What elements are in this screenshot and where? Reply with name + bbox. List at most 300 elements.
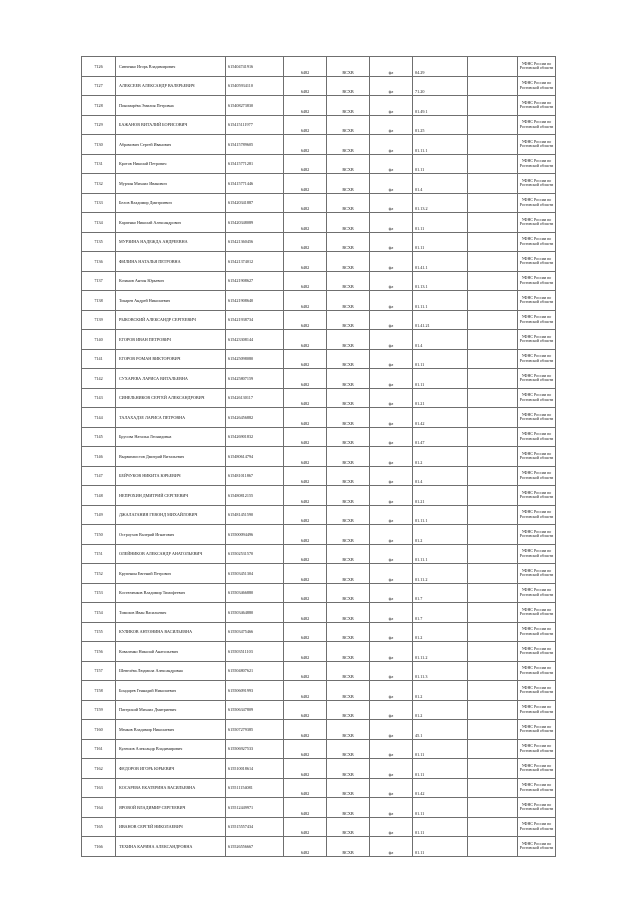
empty-cell <box>468 544 518 564</box>
activity-code: 01.11 <box>413 739 468 759</box>
row-number: 7155 <box>82 622 116 642</box>
row-number: 7138 <box>82 291 116 311</box>
standard-code: ВСХВ <box>327 642 370 662</box>
empty-cell <box>468 291 518 311</box>
row-number: 7127 <box>82 76 116 96</box>
taxpayer-inn: 615510018614 <box>226 759 284 779</box>
standard-code: ВСХВ <box>327 174 370 194</box>
row-number: 7140 <box>82 330 116 350</box>
taxpayer-category: фл <box>370 76 413 96</box>
activity-code: 01.11 <box>413 759 468 779</box>
taxpayer-name: Кротов Николай Петрович <box>116 154 226 174</box>
taxpayer-category: фл <box>370 193 413 213</box>
registry-table <box>81 56 556 857</box>
table-row <box>82 505 556 525</box>
activity-code: 01.4 <box>413 330 468 350</box>
tax-authority-code: 6482 <box>284 622 327 642</box>
issuing-authority: УФНС России по Ростовской области <box>518 447 556 467</box>
tax-authority-code: 6482 <box>284 564 327 584</box>
taxpayer-category: фл <box>370 642 413 662</box>
registry-body <box>82 57 556 857</box>
taxpayer-name: Мурзин Михаил Иванович <box>116 174 226 194</box>
issuing-authority: УФНС России по Ростовской области <box>518 252 556 272</box>
taxpayer-name: ЕГОРОВ РОМАН ВИКТОРОВИЧ <box>116 349 226 369</box>
tax-authority-code: 6482 <box>284 486 327 506</box>
empty-cell <box>468 525 518 545</box>
issuing-authority: УФНС России по Ростовской области <box>518 57 556 77</box>
taxpayer-name: СИНЕЛЬНИКОВ СЕРГЕЙ АЛЕКСАНДРОВИЧ <box>116 388 226 408</box>
empty-cell <box>468 603 518 623</box>
activity-code: 01.41.21 <box>413 310 468 330</box>
activity-code: 01.11 <box>413 154 468 174</box>
row-number: 7150 <box>82 525 116 545</box>
tax-authority-code: 6482 <box>284 544 327 564</box>
taxpayer-category: фл <box>370 564 413 584</box>
empty-cell <box>468 642 518 662</box>
standard-code: ВСХВ <box>327 213 370 233</box>
table-row <box>82 310 556 330</box>
activity-code: 01.11 <box>413 817 468 837</box>
taxpayer-name: Шевелёва Людмила Александровна <box>116 661 226 681</box>
activity-code: 01.47 <box>413 427 468 447</box>
row-number: 7165 <box>82 817 116 837</box>
issuing-authority: УФНС России по Ростовской области <box>518 427 556 447</box>
standard-code: ВСХВ <box>327 252 370 272</box>
taxpayer-category: фл <box>370 798 413 818</box>
tax-authority-code: 6482 <box>284 213 327 233</box>
standard-code: ВСХВ <box>327 115 370 135</box>
activity-code: 01.11.3 <box>413 661 468 681</box>
tax-authority-code: 6482 <box>284 408 327 428</box>
standard-code: ВСХВ <box>327 603 370 623</box>
taxpayer-category: фл <box>370 154 413 174</box>
empty-cell <box>468 778 518 798</box>
empty-cell <box>468 252 518 272</box>
empty-cell <box>468 427 518 447</box>
row-number: 7151 <box>82 544 116 564</box>
taxpayer-inn: 615415111977 <box>226 115 284 135</box>
taxpayer-inn: 615503451304 <box>226 564 284 584</box>
empty-cell <box>468 330 518 350</box>
table-row <box>82 837 556 857</box>
taxpayer-category: фл <box>370 759 413 779</box>
issuing-authority: УФНС России по Ростовской области <box>518 466 556 486</box>
row-number: 7153 <box>82 583 116 603</box>
tax-authority-code: 6482 <box>284 837 327 857</box>
row-number: 7133 <box>82 193 116 213</box>
taxpayer-name: Менков Владимир Николаевич <box>116 720 226 740</box>
standard-code: ВСХВ <box>327 544 370 564</box>
taxpayer-category: фл <box>370 544 413 564</box>
standard-code: ВСХВ <box>327 193 370 213</box>
issuing-authority: УФНС России по Ростовской области <box>518 271 556 291</box>
taxpayer-category: фл <box>370 622 413 642</box>
taxpayer-inn: 615512449971 <box>226 798 284 818</box>
taxpayer-name: НЕПРОХИН ДМИТРИЙ СЕРГЕЕВИЧ <box>116 486 226 506</box>
empty-cell <box>468 115 518 135</box>
empty-cell <box>468 57 518 77</box>
standard-code: ВСХВ <box>327 798 370 818</box>
activity-code: 01.13.2 <box>413 193 468 213</box>
taxpayer-category: фл <box>370 778 413 798</box>
empty-cell <box>468 798 518 818</box>
taxpayer-category: фл <box>370 408 413 428</box>
empty-cell <box>468 759 518 779</box>
taxpayer-category: фл <box>370 817 413 837</box>
standard-code: ВСХВ <box>327 135 370 155</box>
taxpayer-inn: 615426901832 <box>226 427 284 447</box>
taxpayer-name: ЯРОВОЙ ВЛАДИМИР СЕРГЕЕВИЧ <box>116 798 226 818</box>
row-number: 7132 <box>82 174 116 194</box>
taxpayer-category: фл <box>370 330 413 350</box>
taxpayer-name: Патерский Михаил Дмитриевич <box>116 700 226 720</box>
tax-authority-code: 6482 <box>284 96 327 116</box>
empty-cell <box>468 583 518 603</box>
row-number: 7143 <box>82 388 116 408</box>
table-row <box>82 369 556 389</box>
tax-authority-code: 6482 <box>284 720 327 740</box>
activity-code: 01.7 <box>413 583 468 603</box>
standard-code: ВСХВ <box>327 661 370 681</box>
tax-authority-code: 6482 <box>284 115 327 135</box>
taxpayer-inn: 615506091993 <box>226 681 284 701</box>
issuing-authority: УФНС России по Ростовской области <box>518 837 556 857</box>
empty-cell <box>468 369 518 389</box>
empty-cell <box>468 174 518 194</box>
taxpayer-category: фл <box>370 661 413 681</box>
taxpayer-category: фл <box>370 135 413 155</box>
taxpayer-inn: 615423308144 <box>226 330 284 350</box>
taxpayer-name: ЕГОРОВ ИВАН ПЕТРОВИЧ <box>116 330 226 350</box>
empty-cell <box>468 466 518 486</box>
row-number: 7159 <box>82 700 116 720</box>
standard-code: ВСХВ <box>327 232 370 252</box>
row-number: 7135 <box>82 232 116 252</box>
row-number: 7161 <box>82 739 116 759</box>
taxpayer-category: фл <box>370 252 413 272</box>
row-number: 7131 <box>82 154 116 174</box>
activity-code: 01.11.2 <box>413 564 468 584</box>
taxpayer-name: БЕЙЧУКОВ НИКИТА ЮРЬЕВИЧ <box>116 466 226 486</box>
tax-authority-code: 6482 <box>284 817 327 837</box>
taxpayer-inn: 615480614794 <box>226 447 284 467</box>
standard-code: ВСХВ <box>327 369 370 389</box>
row-number: 7146 <box>82 447 116 467</box>
table-row <box>82 232 556 252</box>
taxpayer-inn: 615506347809 <box>226 700 284 720</box>
taxpayer-category: фл <box>370 505 413 525</box>
empty-cell <box>468 681 518 701</box>
standard-code: ВСХВ <box>327 525 370 545</box>
taxpayer-inn: 615421908627 <box>226 271 284 291</box>
issuing-authority: УФНС России по Ростовской области <box>518 76 556 96</box>
activity-code: 01.4 <box>413 466 468 486</box>
table-row <box>82 817 556 837</box>
table-row <box>82 525 556 545</box>
row-number: 7134 <box>82 213 116 233</box>
table-row <box>82 193 556 213</box>
taxpayer-inn: 615526556667 <box>226 837 284 857</box>
tax-authority-code: 6482 <box>284 57 327 77</box>
taxpayer-name: АЛЕКСЕЕВ АЛЕКСАНДР ВАЛЕРЬЕВИЧ <box>116 76 226 96</box>
taxpayer-name: Вырвихвостов Дмитрий Витальевич <box>116 447 226 467</box>
taxpayer-inn: 615405934110 <box>226 76 284 96</box>
standard-code: ВСХВ <box>327 427 370 447</box>
activity-code: 01.2 <box>413 700 468 720</box>
standard-code: ВСХВ <box>327 817 370 837</box>
standard-code: ВСХВ <box>327 759 370 779</box>
row-number: 7152 <box>82 564 116 584</box>
row-number: 7139 <box>82 310 116 330</box>
tax-authority-code: 6482 <box>284 252 327 272</box>
taxpayer-name: Пономарёва Эмилия Петровна <box>116 96 226 116</box>
empty-cell <box>468 408 518 428</box>
issuing-authority: УФНС России по Ростовской области <box>518 700 556 720</box>
registry-sheet <box>81 56 555 857</box>
taxpayer-name: Белов Владимир Дмитриевич <box>116 193 226 213</box>
empty-cell <box>468 271 518 291</box>
activity-code: 01.4 <box>413 174 468 194</box>
issuing-authority: УФНС России по Ростовской области <box>518 408 556 428</box>
tax-authority-code: 6482 <box>284 603 327 623</box>
table-row <box>82 427 556 447</box>
tax-authority-code: 6482 <box>284 349 327 369</box>
taxpayer-name: Тимохов Иван Васильевич <box>116 603 226 623</box>
row-number: 7154 <box>82 603 116 623</box>
empty-cell <box>468 739 518 759</box>
table-row <box>82 76 556 96</box>
empty-cell <box>468 193 518 213</box>
activity-code: 01.2 <box>413 622 468 642</box>
table-row <box>82 271 556 291</box>
activity-code: 01.11 <box>413 349 468 369</box>
taxpayer-inn: 615426130117 <box>226 388 284 408</box>
empty-cell <box>468 837 518 857</box>
taxpayer-name: Бондарев Геннадий Николаевич <box>116 681 226 701</box>
empty-cell <box>468 135 518 155</box>
standard-code: ВСХВ <box>327 291 370 311</box>
tax-authority-code: 6482 <box>284 798 327 818</box>
issuing-authority: УФНС России по Ростовской области <box>518 603 556 623</box>
table-row <box>82 720 556 740</box>
row-number: 7136 <box>82 252 116 272</box>
table-row <box>82 798 556 818</box>
tax-authority-code: 6482 <box>284 505 327 525</box>
taxpayer-name: МУРЗИНА НАДЕЖДА АНДРЕЕВНА <box>116 232 226 252</box>
taxpayer-inn: 615503475466 <box>226 622 284 642</box>
taxpayer-category: фл <box>370 525 413 545</box>
activity-code: 71.20 <box>413 76 468 96</box>
issuing-authority: УФНС России по Ростовской области <box>518 310 556 330</box>
table-row <box>82 174 556 194</box>
tax-authority-code: 6482 <box>284 447 327 467</box>
taxpayer-inn: 615503511103 <box>226 642 284 662</box>
table-row <box>82 778 556 798</box>
taxpayer-category: фл <box>370 447 413 467</box>
empty-cell <box>468 76 518 96</box>
taxpayer-category: фл <box>370 115 413 135</box>
issuing-authority: УФНС России по Ростовской области <box>518 486 556 506</box>
standard-code: ВСХВ <box>327 330 370 350</box>
table-row <box>82 700 556 720</box>
standard-code: ВСХВ <box>327 96 370 116</box>
issuing-authority: УФНС России по Ростовской области <box>518 369 556 389</box>
taxpayer-inn: 615500094496 <box>226 525 284 545</box>
tax-authority-code: 6482 <box>284 759 327 779</box>
issuing-authority: УФНС России по Ростовской области <box>518 193 556 213</box>
tax-authority-code: 6482 <box>284 427 327 447</box>
standard-code: ВСХВ <box>327 720 370 740</box>
table-row <box>82 603 556 623</box>
issuing-authority: УФНС России по Ростовской области <box>518 817 556 837</box>
table-row <box>82 466 556 486</box>
standard-code: ВСХВ <box>327 310 370 330</box>
taxpayer-inn: 615507279385 <box>226 720 284 740</box>
taxpayer-name: ТЕХИНА КАРИНА АЛЕКСАНДРОВНА <box>116 837 226 857</box>
issuing-authority: УФНС России по Ростовской области <box>518 291 556 311</box>
row-number: 7130 <box>82 135 116 155</box>
taxpayer-category: фл <box>370 369 413 389</box>
taxpayer-category: фл <box>370 720 413 740</box>
taxpayer-name: ФИЛИНА НАТАЛЬЯ ПЕТРОВНА <box>116 252 226 272</box>
standard-code: ВСХВ <box>327 505 370 525</box>
activity-code: 01.2 <box>413 525 468 545</box>
row-number: 7160 <box>82 720 116 740</box>
issuing-authority: УФНС России по Ростовской области <box>518 388 556 408</box>
taxpayer-category: фл <box>370 213 413 233</box>
taxpayer-inn: 615481011867 <box>226 466 284 486</box>
taxpayer-category: фл <box>370 681 413 701</box>
row-number: 7166 <box>82 837 116 857</box>
taxpayer-name: ОЛЕЙНИКОВ АЛЕКСАНДР АНАТОЛЬЕВИЧ <box>116 544 226 564</box>
taxpayer-name: Сивченко Игорь Владимирович <box>116 57 226 77</box>
empty-cell <box>468 310 518 330</box>
empty-cell <box>468 564 518 584</box>
activity-code: 01.42 <box>413 778 468 798</box>
table-row <box>82 622 556 642</box>
activity-code: 01.11.1 <box>413 544 468 564</box>
taxpayer-inn: 615481451590 <box>226 505 284 525</box>
taxpayer-inn: 615504807621 <box>226 661 284 681</box>
tax-authority-code: 6482 <box>284 700 327 720</box>
activity-code: 01.21 <box>413 388 468 408</box>
issuing-authority: УФНС России по Ростовской области <box>518 232 556 252</box>
taxpayer-inn: 615408273830 <box>226 96 284 116</box>
taxpayer-inn: 615503464880 <box>226 603 284 623</box>
standard-code: ВСХВ <box>327 564 370 584</box>
empty-cell <box>468 349 518 369</box>
activity-code: 01.49.1 <box>413 96 468 116</box>
activity-code: 01.7 <box>413 603 468 623</box>
row-number: 7162 <box>82 759 116 779</box>
standard-code: ВСХВ <box>327 700 370 720</box>
standard-code: ВСХВ <box>327 154 370 174</box>
taxpayer-inn: 615421938734 <box>226 310 284 330</box>
activity-code: 01.11 <box>413 798 468 818</box>
tax-authority-code: 6482 <box>284 778 327 798</box>
taxpayer-name: КУЛИКОВ АНТОНИНА ВАСИЛЬЕВНА <box>116 622 226 642</box>
taxpayer-name: ДЖАЛАГАНИЯ ГЕВОНД МИХАЙЛОВИЧ <box>116 505 226 525</box>
taxpayer-name: КОСАРЕВА ЕКАТЕРИНА ВАСИЛЬЕВНА <box>116 778 226 798</box>
issuing-authority: УФНС России по Ростовской области <box>518 739 556 759</box>
taxpayer-name: БАЖАНОВ ВИТАЛИЙ БОРИСОВИЧ <box>116 115 226 135</box>
taxpayer-category: фл <box>370 310 413 330</box>
standard-code: ВСХВ <box>327 837 370 857</box>
taxpayer-name: ФЕДОРОВ ИГОРЬ ЮРЬЕВИЧ <box>116 759 226 779</box>
table-row <box>82 583 556 603</box>
taxpayer-inn: 615425098080 <box>226 349 284 369</box>
taxpayer-category: фл <box>370 837 413 857</box>
row-number: 7156 <box>82 642 116 662</box>
issuing-authority: УФНС России по Ростовской области <box>518 330 556 350</box>
table-row <box>82 57 556 77</box>
taxpayer-category: фл <box>370 349 413 369</box>
activity-code: 01.11 <box>413 232 468 252</box>
issuing-authority: УФНС России по Ростовской области <box>518 564 556 584</box>
issuing-authority: УФНС России по Ростовской области <box>518 213 556 233</box>
row-number: 7163 <box>82 778 116 798</box>
table-row <box>82 681 556 701</box>
tax-authority-code: 6482 <box>284 739 327 759</box>
issuing-authority: УФНС России по Ростовской области <box>518 642 556 662</box>
taxpayer-inn: 615506927533 <box>226 739 284 759</box>
table-row <box>82 486 556 506</box>
taxpayer-category: фл <box>370 486 413 506</box>
standard-code: ВСХВ <box>327 681 370 701</box>
standard-code: ВСХВ <box>327 583 370 603</box>
row-number: 7149 <box>82 505 116 525</box>
tax-authority-code: 6482 <box>284 193 327 213</box>
taxpayer-category: фл <box>370 427 413 447</box>
row-number: 7144 <box>82 408 116 428</box>
table-row <box>82 544 556 564</box>
empty-cell <box>468 388 518 408</box>
issuing-authority: УФНС России по Ростовской области <box>518 505 556 525</box>
row-number: 7126 <box>82 57 116 77</box>
issuing-authority: УФНС России по Ростовской области <box>518 798 556 818</box>
row-number: 7142 <box>82 369 116 389</box>
row-number: 7158 <box>82 681 116 701</box>
taxpayer-category: фл <box>370 291 413 311</box>
taxpayer-name: РЫКОВСКИЙ АЛЕКСАНДР СЕРГЕЕВИЧ <box>116 310 226 330</box>
tax-authority-code: 6482 <box>284 642 327 662</box>
issuing-authority: УФНС России по Ростовской области <box>518 135 556 155</box>
tax-authority-code: 6482 <box>284 369 327 389</box>
table-row <box>82 388 556 408</box>
table-row <box>82 252 556 272</box>
issuing-authority: УФНС России по Ростовской области <box>518 681 556 701</box>
taxpayer-inn: 615421374012 <box>226 252 284 272</box>
empty-cell <box>468 661 518 681</box>
tax-authority-code: 6482 <box>284 388 327 408</box>
tax-authority-code: 6482 <box>284 232 327 252</box>
row-number: 7137 <box>82 271 116 291</box>
empty-cell <box>468 505 518 525</box>
activity-code: 01.25 <box>413 115 468 135</box>
activity-code: 01.11 <box>413 837 468 857</box>
row-number: 7157 <box>82 661 116 681</box>
taxpayer-name: Брусова Наталья Леонидовна <box>116 427 226 447</box>
standard-code: ВСХВ <box>327 486 370 506</box>
taxpayer-inn: 615415771281 <box>226 154 284 174</box>
table-row <box>82 291 556 311</box>
taxpayer-name: Кочанов Антон Юрьевич <box>116 271 226 291</box>
taxpayer-name: Коваленко Николай Анатольевич <box>116 642 226 662</box>
tax-authority-code: 6482 <box>284 310 327 330</box>
empty-cell <box>468 447 518 467</box>
taxpayer-inn: 615420348089 <box>226 213 284 233</box>
tax-authority-code: 6482 <box>284 525 327 545</box>
